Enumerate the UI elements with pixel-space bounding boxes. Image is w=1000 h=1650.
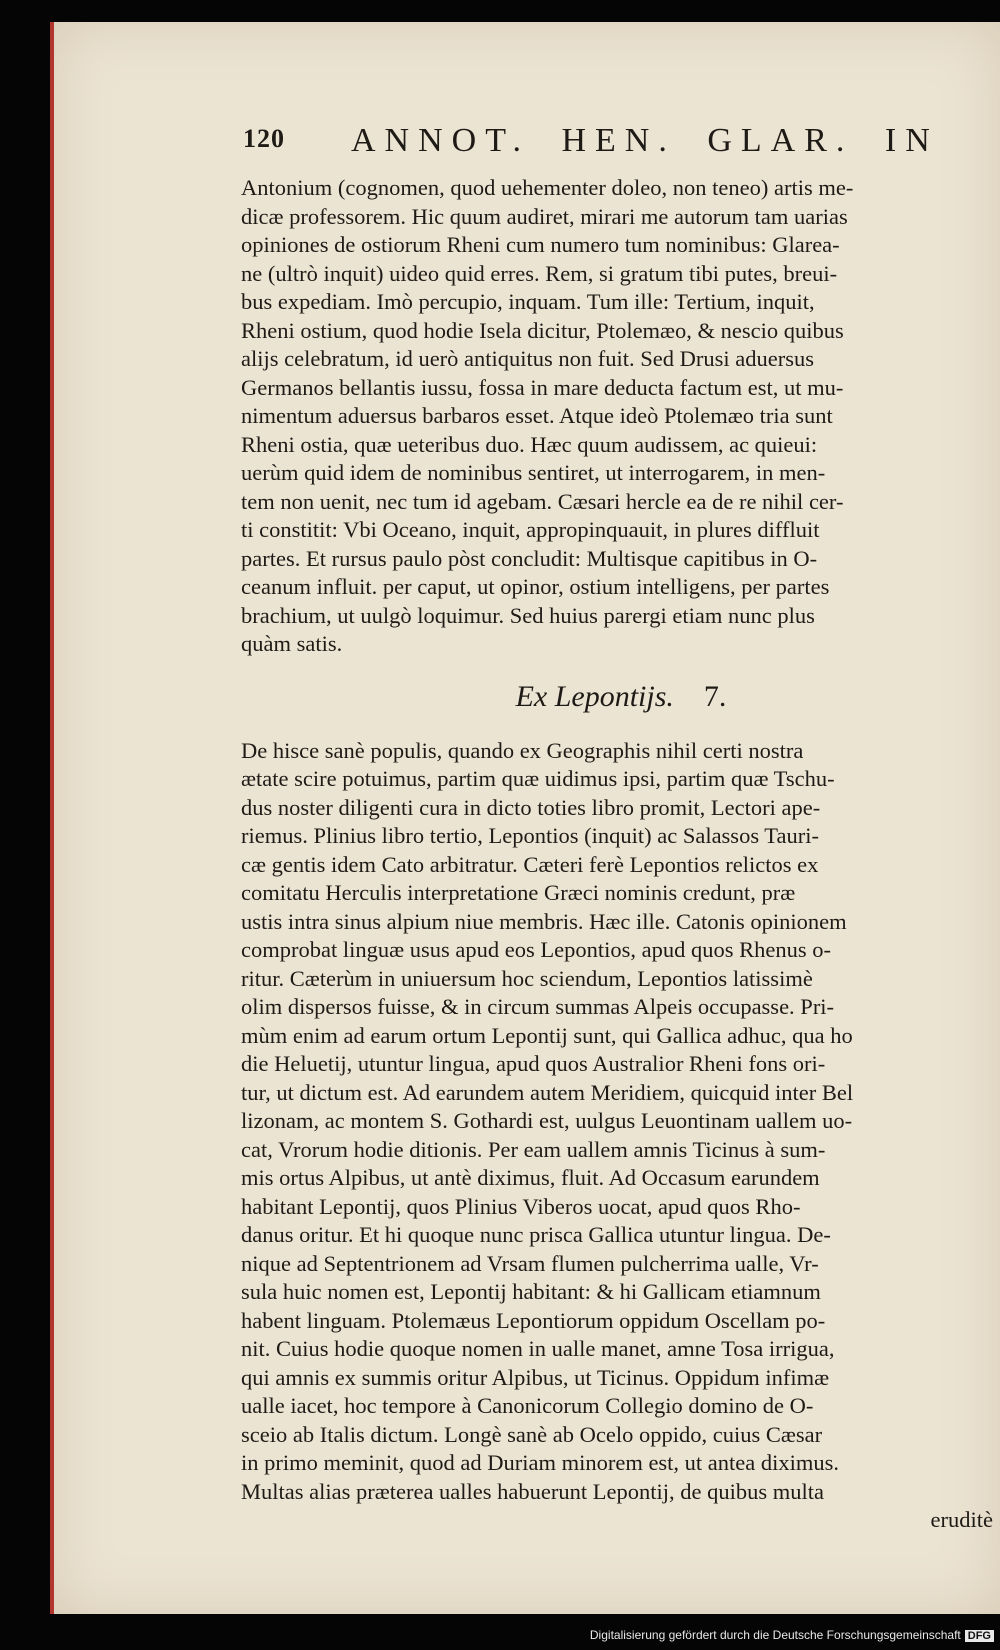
text-line: nit. Cuius hodie quoque nomen in ualle manet, amne Tosa irrigua,	[241, 1336, 835, 1361]
section-number: 7.	[703, 679, 727, 713]
text-line: sula huic nomen est, Lepontij habitant: & hi Gallicam etiamnum	[241, 1279, 821, 1304]
text-line: danus oritur. Et hi quoque nunc prisca Gallica utuntur lingua. De-	[241, 1222, 831, 1247]
paragraph-lepontii	[241, 737, 1000, 1507]
credit-text: Digitalisierung gefördert durch die Deutsche Forschungsgemeinschaft	[589, 1628, 961, 1642]
text-line: ustis intra sinus alpium niue membris. Hæc ille. Catonis opinionem	[241, 908, 847, 934]
text-line: Multas alias præterea ualles habuerunt Lepontij, de quibus multa	[241, 1478, 824, 1504]
running-head	[241, 122, 1000, 170]
text-line: Antonium (cognomen, quod uehementer doleo, non teneo) artis me-	[241, 175, 854, 200]
text-line: lizonam, ac montem S. Gothardi est, uulgus Leuontinam uallem uo-	[241, 1108, 853, 1133]
text-line: in primo meminit, quod ad Duriam minorem est, ut antea diximus.	[241, 1450, 840, 1475]
catchword: eruditè	[930, 1507, 993, 1532]
text-line: De hisce sanè populis, quando ex Geographis nihil certi nostra	[241, 737, 804, 763]
text-line: Rheni ostium, quod hodie Isela dicitur, Ptolemæo, & nescio quibus	[241, 317, 844, 343]
text-line: olim dispersos fuisse, & in circum summas Alpeis occupasse. Pri-	[241, 994, 835, 1019]
text-line: alijs celebratum, id uerò antiquitus non fuit. Sed Drusi aduersus	[241, 346, 815, 371]
text-line: uerùm quid idem de nominibus sentiret, ut interrogarem, in men-	[241, 460, 826, 485]
text-line: partes. Et rursus paulo pòst concludit: Multisque capitibus in O-	[241, 545, 818, 571]
paragraph-annotation-continued	[241, 174, 1000, 659]
text-line: ti constitit: Vbi Oceano, inquit, appropinquauit, in plures diffluit	[241, 517, 820, 542]
text-line: opiniones de ostiorum Rheni cum numero tum nominibus: Glarea-	[241, 232, 840, 257]
text-line: die Heluetij, utuntur lingua, apud quos Australior Rheni fons ori-	[241, 1051, 826, 1076]
text-line: dus noster diligenti cura in dicto toties libro promit, Lectori ape-	[241, 794, 821, 820]
digitization-credit	[590, 1628, 994, 1642]
text-line: brachium, ut uulgò loquimur. Sed huius parergi etiam nunc plus	[241, 602, 815, 628]
running-head-title: ANNOT. HEN. GLAR. IN	[351, 122, 939, 159]
text-line: ualle iacet, hoc tempore à Canonicorum Collegio domino de O-	[241, 1393, 814, 1418]
text-line: mis ortus Alpibus, ut antè diximus, fluit. Ad Occasum earundem	[241, 1165, 820, 1190]
text-line: bus expediam. Imò percupio, inquam. Tum ille: Tertium, inquit,	[241, 289, 815, 314]
text-line: riemus. Plinius libro tertio, Lepontios (inquit) ac Salassos Tauri-	[241, 823, 819, 848]
text-line: quàm satis.	[241, 631, 343, 656]
text-line: ætate scire potuimus, partim quæ uidimus ipsi, partim quæ Tschu-	[241, 766, 835, 791]
text-line: habitant Lepontij, quos Plinius Viberos uocat, apud quos Rho-	[241, 1193, 801, 1219]
text-line: dicæ professorem. Hic quum audiret, mirari me autorum tam uarias	[241, 203, 848, 229]
page-text-block	[241, 122, 1000, 1535]
dfg-logo: DFG	[965, 1630, 994, 1642]
text-line: comprobat linguæ usus apud eos Lepontios, apud quos Rhenus o-	[241, 937, 831, 962]
text-line: ceanum influit. per caput, ut opinor, ostium intelligens, per partes	[241, 574, 830, 599]
text-line: sceio ab Italis dictum. Longè sanè ab Ocelo oppido, cuius Cæsar	[241, 1421, 823, 1447]
text-line: tur, ut dictum est. Ad earundem autem Meridiem, quicquid inter Bel	[241, 1079, 854, 1105]
page-number: 120	[243, 124, 285, 153]
text-line: tem non uenit, nec tum id agebam. Cæsari hercle ea de re nihil cer-	[241, 488, 844, 514]
text-line: qui amnis ex summis oritur Alpibus, ut Ticinus. Oppidum infimæ	[241, 1364, 830, 1390]
text-line: comitatu Herculis interpretatione Græci nominis credunt, præ	[241, 880, 796, 905]
book-page	[50, 22, 1000, 1614]
section-heading	[241, 669, 1000, 725]
text-line: ne (ultrò inquit) uideo quid erres. Rem, si gratum tibi putes, breui-	[241, 260, 838, 286]
text-line: ritur. Cæterùm in uniuersum hoc sciendum, Lepontios latissimè	[241, 965, 813, 991]
text-line: habent linguam. Ptolemæus Lepontiorum oppidum Oscellam po-	[241, 1307, 826, 1333]
text-line: Rheni ostia, quæ ueteribus duo. Hæc quum audissem, ac quieui:	[241, 431, 818, 457]
section-title: Ex Lepontijs.	[515, 679, 674, 713]
text-line: cæ gentis idem Cato arbitratur. Cæteri ferè Lepontios relictos ex	[241, 851, 819, 877]
text-line: cat, Vrorum hodie ditionis. Per eam uallem amnis Ticinus à sum-	[241, 1136, 826, 1162]
text-line: nique ad Septentrionem ad Vrsam flumen pulcherrima ualle, Vr-	[241, 1250, 819, 1276]
text-line: Germanos bellantis iussu, fossa in mare deducta factum est, ut mu-	[241, 374, 844, 400]
text-line: nimentum aduersus barbaros esset. Atque ideò Ptolemæo tria sunt	[241, 403, 833, 428]
text-line: mùm enim ad earum ortum Lepontij sunt, qui Gallica adhuc, qua ho	[241, 1022, 853, 1048]
